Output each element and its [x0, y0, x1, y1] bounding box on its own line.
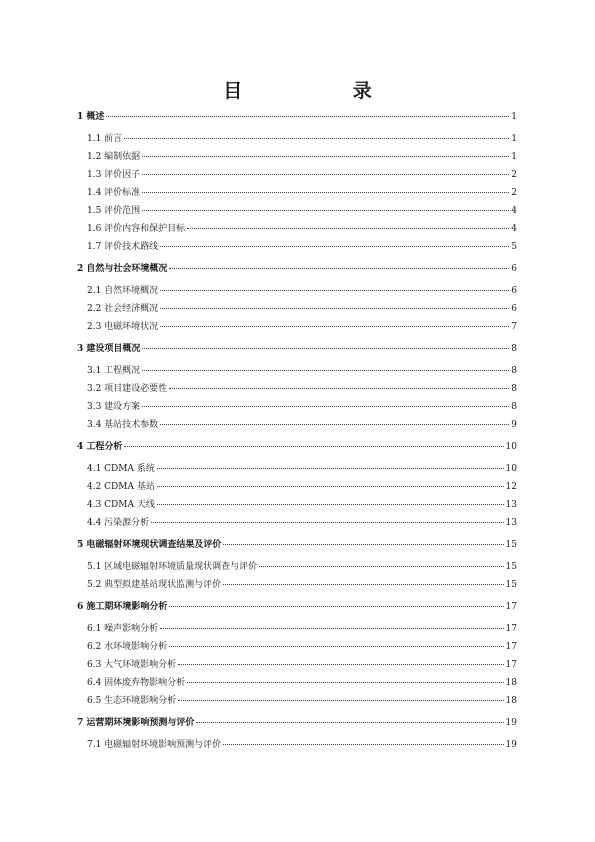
- toc-entry-page-number: 18: [505, 696, 517, 706]
- toc-entry-page-number: 17: [505, 642, 517, 652]
- toc-entry-page-number: 4: [511, 206, 517, 216]
- toc-entry[interactable]: [87, 578, 517, 592]
- toc-entry-label: 4.4 污染源分析: [87, 518, 150, 528]
- toc-entry-page-number: 4: [511, 224, 517, 234]
- toc-entry[interactable]: [87, 560, 517, 574]
- toc-leader-dots: [223, 736, 503, 745]
- toc-entry[interactable]: [77, 262, 517, 276]
- toc-entry-page-number: 1: [511, 112, 517, 122]
- page-title: 目 录: [223, 80, 424, 102]
- toc-leader-dots: [160, 282, 509, 291]
- toc-entry-label: 6 施工期环境影响分析: [77, 602, 168, 612]
- toc-entry-label: 4.3 CDMA 天线: [87, 500, 155, 510]
- toc-entry-page-number: 15: [505, 580, 517, 590]
- toc-entry-label: 3.1 工程概况: [87, 366, 141, 376]
- toc-leader-dots: [259, 558, 503, 567]
- toc-entry[interactable]: [87, 150, 517, 164]
- toc-entry[interactable]: [87, 240, 517, 254]
- toc-entry-page-number: 17: [505, 660, 517, 670]
- toc-entry-label: 6.1 噪声影响分析: [87, 624, 159, 634]
- toc-entry-page-number: 17: [505, 624, 517, 634]
- toc-leader-dots: [223, 576, 503, 585]
- toc-leader-dots: [169, 638, 503, 647]
- toc-leader-dots: [157, 496, 504, 505]
- toc-entry-page-number: 8: [511, 384, 517, 394]
- toc-leader-dots: [142, 202, 509, 211]
- toc-entry-label: 2.3 电磁环境状况: [87, 322, 159, 332]
- toc-leader-dots: [142, 340, 509, 349]
- toc-entry-label: 4.1 CDMA 系统: [87, 464, 155, 474]
- toc-entry-page-number: 19: [505, 718, 517, 728]
- toc-leader-dots: [169, 260, 509, 269]
- toc-entry-page-number: 2: [511, 188, 517, 198]
- toc-leader-dots: [187, 674, 503, 683]
- toc-entry[interactable]: [87, 302, 517, 316]
- toc-entry[interactable]: [87, 222, 517, 236]
- toc-entry-page-number: 17: [505, 602, 517, 612]
- toc-entry-label: 1.7 评价技术路线: [87, 242, 159, 252]
- toc-leader-dots: [196, 714, 503, 723]
- toc-entry-label: 1.2 编制依据: [87, 152, 141, 162]
- toc-entry-label: 1.4 评价标准: [87, 188, 141, 198]
- toc-entry-label: 1.6 评价内容和保护目标: [87, 224, 186, 234]
- toc-entry[interactable]: [77, 342, 517, 356]
- toc-entry[interactable]: [87, 640, 517, 654]
- toc-leader-dots: [223, 536, 503, 545]
- toc-entry-page-number: 7: [511, 322, 517, 332]
- toc-leader-dots: [169, 380, 509, 389]
- toc-entry-label: 1.1 前言: [87, 134, 123, 144]
- toc-entry-label: 3 建设项目概况: [77, 344, 141, 354]
- toc-entry-page-number: 8: [511, 366, 517, 376]
- toc-entry[interactable]: [87, 186, 517, 200]
- toc-entry[interactable]: [77, 600, 517, 614]
- toc-entry[interactable]: [77, 440, 517, 454]
- toc-entry[interactable]: [87, 622, 517, 636]
- toc-entry-page-number: 19: [505, 740, 517, 750]
- toc-entry[interactable]: [87, 400, 517, 414]
- toc-leader-dots: [160, 238, 509, 247]
- toc-entry[interactable]: [87, 132, 517, 146]
- toc-entry-page-number: 15: [505, 562, 517, 572]
- toc-leader-dots: [142, 184, 509, 193]
- toc-entry[interactable]: [87, 480, 517, 494]
- toc-leader-dots: [160, 620, 503, 629]
- toc-entry[interactable]: [87, 382, 517, 396]
- toc-entry-label: 6.3 大气环境影响分析: [87, 660, 177, 670]
- toc-leader-dots: [178, 692, 503, 701]
- toc-entry-label: 1 概述: [77, 112, 105, 122]
- toc-entry-page-number: 13: [505, 500, 517, 510]
- toc-entry-page-number: 13: [505, 518, 517, 528]
- toc-entry-label: 3.2 项目建设必要性: [87, 384, 168, 394]
- toc-entry-page-number: 1: [511, 152, 517, 162]
- toc-entry-page-number: 10: [505, 464, 517, 474]
- toc-entry-label: 5.1 区域电磁辐射环境质量现状调查与评价: [87, 562, 258, 572]
- toc-entry-label: 4.2 CDMA 基站: [87, 482, 155, 492]
- toc-entry-page-number: 18: [505, 678, 517, 688]
- toc-entry-label: 1.3 评价因子: [87, 170, 141, 180]
- toc-entry-label: 2.2 社会经济概况: [87, 304, 159, 314]
- toc-entry-label: 3.4 基站技术参数: [87, 420, 159, 430]
- toc-leader-dots: [160, 416, 509, 425]
- toc-entry-label: 4 工程分析: [77, 442, 123, 452]
- toc-leader-dots: [142, 398, 509, 407]
- toc-entry-page-number: 2: [511, 170, 517, 180]
- toc-leader-dots: [142, 362, 509, 371]
- toc-entry-label: 5 电磁辐射环境现状调查结果及评价: [77, 540, 222, 550]
- toc-leader-dots: [142, 166, 509, 175]
- toc-leader-dots: [178, 656, 503, 665]
- toc-entry-label: 2.1 自然环境概况: [87, 286, 159, 296]
- toc-entry[interactable]: [87, 658, 517, 672]
- toc-entry-label: 1.5 评价范围: [87, 206, 141, 216]
- toc-leader-dots: [124, 130, 509, 139]
- toc-entry-page-number: 12: [505, 482, 517, 492]
- toc-entry-label: 7.1 电磁辐射环境影响预测与评价: [87, 740, 222, 750]
- toc-leader-dots: [157, 478, 504, 487]
- toc-entry-page-number: 15: [505, 540, 517, 550]
- toc-entry[interactable]: [87, 676, 517, 690]
- toc-entry-page-number: 6: [511, 304, 517, 314]
- toc-entry[interactable]: [77, 538, 517, 552]
- toc-entry-page-number: 8: [511, 402, 517, 412]
- toc-entry-page-number: 10: [505, 442, 517, 452]
- toc-entry-page-number: 1: [511, 134, 517, 144]
- toc-leader-dots: [151, 514, 503, 523]
- toc-entry[interactable]: [87, 498, 517, 512]
- toc-entry-label: 7 运营期环境影响预测与评价: [77, 718, 195, 728]
- toc-leader-dots: [142, 148, 509, 157]
- toc-entry-page-number: 8: [511, 344, 517, 354]
- toc-entry-page-number: 5: [511, 242, 517, 252]
- toc-leader-dots: [157, 460, 504, 469]
- toc-leader-dots: [124, 438, 503, 447]
- toc-leader-dots: [160, 300, 509, 309]
- toc-leader-dots: [187, 220, 509, 229]
- toc-entry-page-number: 6: [511, 286, 517, 296]
- toc-entry[interactable]: [87, 364, 517, 378]
- toc-entry[interactable]: [87, 320, 517, 334]
- toc-entry-label: 6.4 固体废弃物影响分析: [87, 678, 186, 688]
- toc-entry[interactable]: [87, 462, 517, 476]
- toc-entry[interactable]: [77, 716, 517, 730]
- toc-entry-page-number: 9: [511, 420, 517, 430]
- toc-leader-dots: [160, 318, 509, 327]
- toc-leader-dots: [169, 598, 503, 607]
- toc-entry[interactable]: [87, 284, 517, 298]
- toc-entry[interactable]: [87, 516, 517, 530]
- toc-entry[interactable]: [87, 418, 517, 432]
- toc-entry[interactable]: [77, 110, 517, 124]
- toc-entry-label: 5.2 典型拟建基站现状监测与评价: [87, 580, 222, 590]
- toc-leader-dots: [106, 108, 509, 117]
- toc-entry-label: 3.3 建设方案: [87, 402, 141, 412]
- toc-entry-label: 2 自然与社会环境概况: [77, 264, 168, 274]
- toc-entry[interactable]: [87, 204, 517, 218]
- toc-entry-label: 6.2 水环境影响分析: [87, 642, 168, 652]
- toc-entry-label: 6.5 生态环境影响分析: [87, 696, 177, 706]
- toc-entry-page-number: 6: [511, 264, 517, 274]
- toc-entry[interactable]: [87, 694, 517, 708]
- toc-entry[interactable]: [87, 168, 517, 182]
- toc-entry[interactable]: [87, 738, 517, 752]
